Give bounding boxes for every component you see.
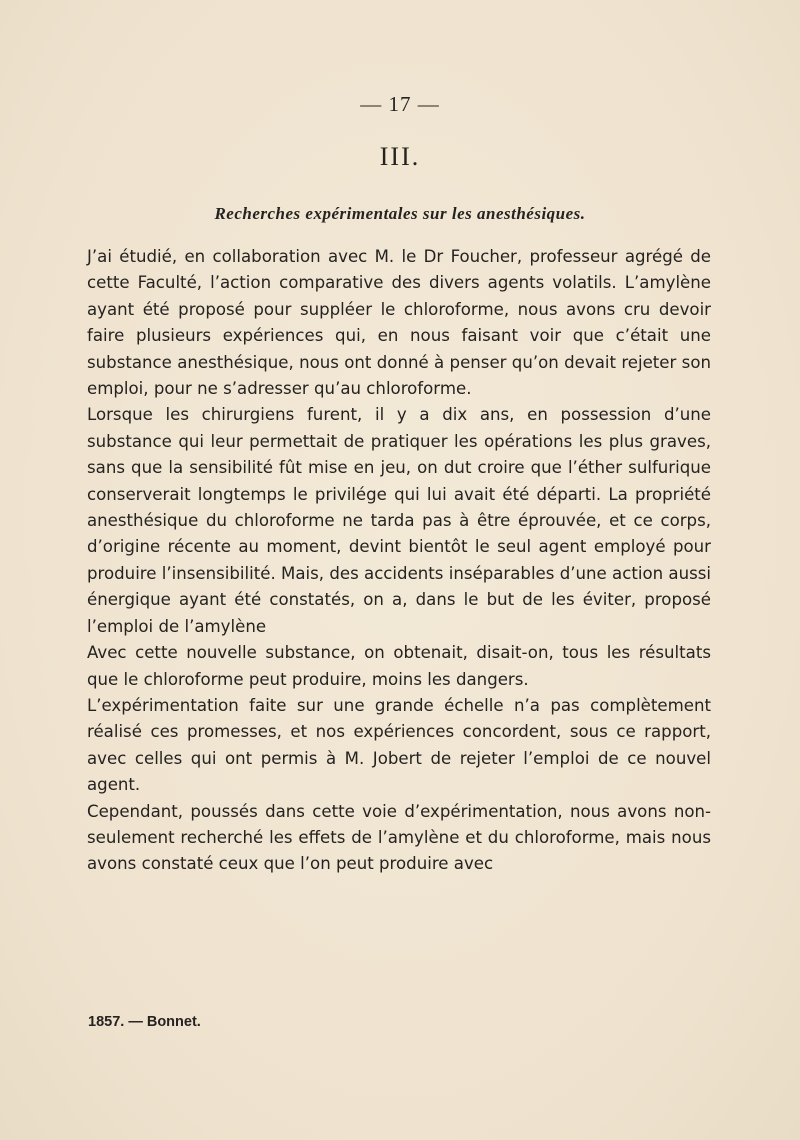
printer-signature: 1857. — Bonnet. bbox=[88, 1014, 201, 1030]
paragraph: Avec cette nouvelle substance, on obtenait, disait-on, tous les résultats que le chloroforme peut produire, moins les dangers. bbox=[87, 643, 711, 689]
paragraph: Cependant, poussés dans cette voie d’expérimentation, nous avons non-seulement recherché les effets de l’amylène et du chloroforme, mais nous avons constaté ceux que l’on peut produire avec bbox=[87, 801, 711, 874]
paragraph: L’expérimentation faite sur une grande échelle n’a pas complètement réalisé ces promesses, et nos expériences concordent, sous ce rapport, avec celles qui ont permis à M. Jobert de rejeter l’emploi de ce nouvel agent. bbox=[87, 695, 711, 795]
paragraph: Lorsque les chirurgiens furent, il y a dix ans, en possession d’une substance qui leur permettait de pratiquer les opérations les plus graves, sans que la sensibilité fût mise en jeu, on dut croire que l’éther sulfurique conserverait longtemps le privilége qui lui avait été départi. La propriété anesthésique du chloroforme ne tarda pas à être éprouvée, et ce corps, d’origine récente au moment, devint bientôt le seul agent employé pour produire l’insensibilité. Mais, des accidents inséparables d’une action aussi énergique ayant été constatés, on a, dans le but de les éviter, proposé l’emploi de l’amylène bbox=[87, 405, 711, 636]
paragraph: J’ai étudié, en collaboration avec M. le Dr Foucher, professeur agrégé de cette Faculté, l’action comparative des divers agents volatils. L’amylène ayant été proposé pour suppléer le chloroforme, nous avons cru devoir faire plusieurs expériences qui, en nous faisant voir que c’était une substance anesthésique, nous ont donné à penser qu’on devait rejeter son emploi, pour ne s’adresser qu’au chloroforme. bbox=[87, 247, 711, 399]
body-text bbox=[87, 244, 711, 878]
page-number: — 17 — bbox=[360, 92, 440, 116]
section-number: III. bbox=[379, 142, 421, 171]
section-title: Recherches expérimentales sur les anesthésiques. bbox=[214, 204, 586, 223]
